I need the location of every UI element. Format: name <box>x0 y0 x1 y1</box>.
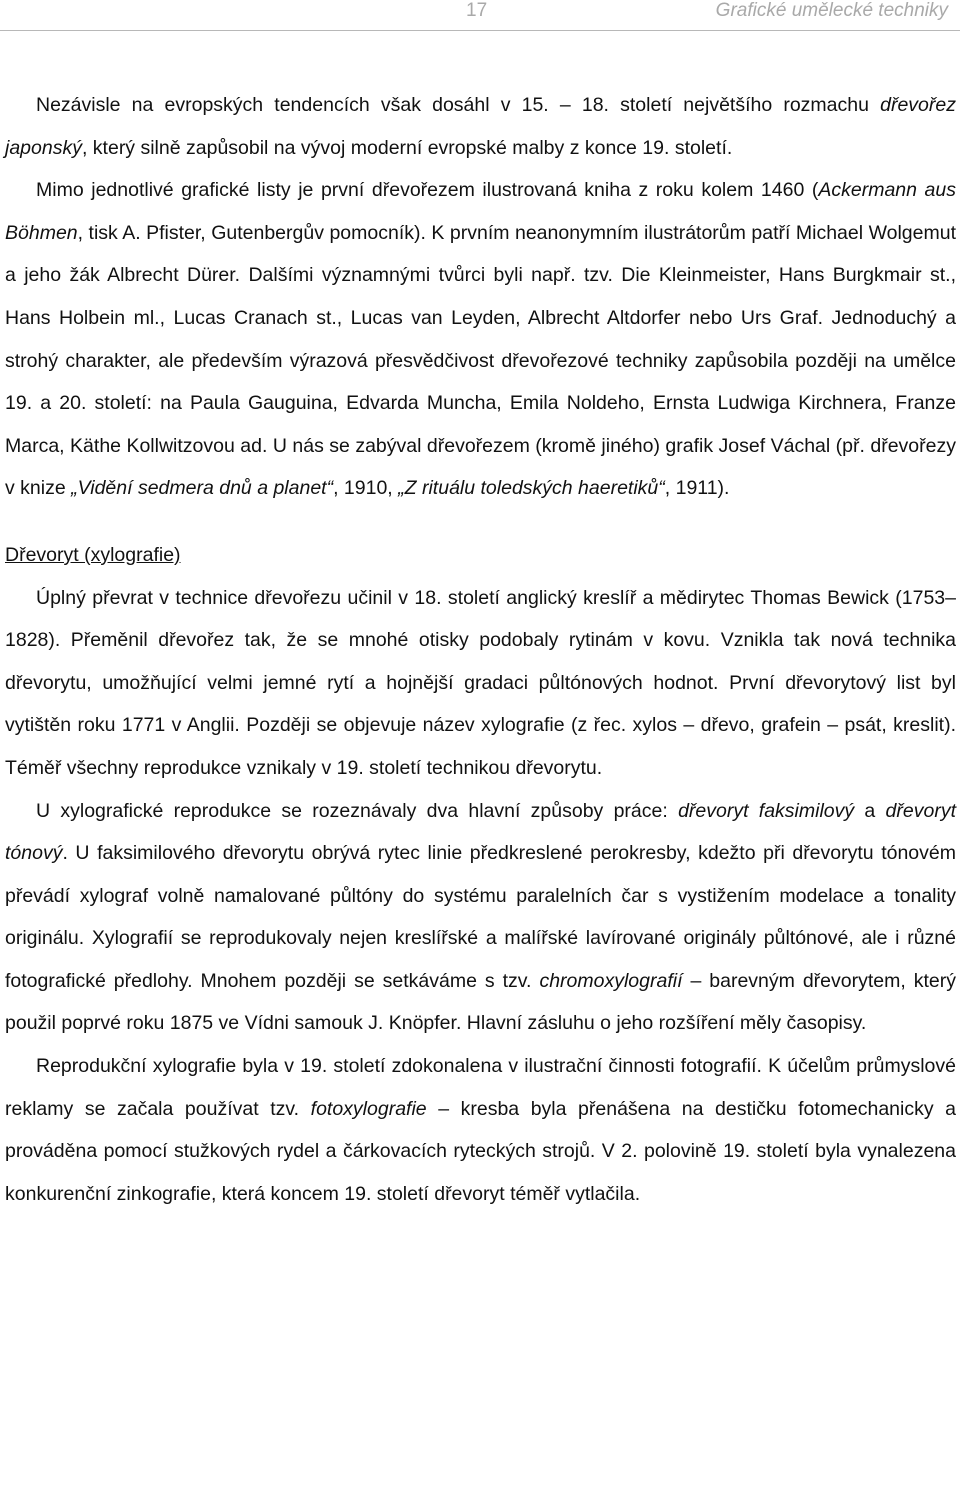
running-title: Grafické umělecké techniky <box>715 0 948 21</box>
page-header <box>0 0 960 24</box>
paragraph-japanese-woodcut: Nezávisle na evropských tendencích však dosáhl v 15. – 18. století největšího rozmachu dřevořez japonský, který silně zapůsobil na vývoj moderní evropské malby z konce 19. století. <box>5 94 956 159</box>
header-rule <box>0 30 960 31</box>
page-number: 17 <box>466 0 488 21</box>
paragraph-photoxylography: Reprodukční xylografie byla v 19. století zdokonalena v ilustrační činnosti fotografií. K účelům průmyslové reklamy se začala používat tzv. fotoxylografie – kresba byla přenášena na destičku fotomechanicky a prováděna pomocí stužkových rydel a čárkovacích ryteckých strojů. V 2. polovině 19. století byla vynalezena konkurenční zinkografie, která koncem 19. století dřevoryt téměř vytlačila. <box>5 1055 957 1205</box>
section-heading: Dřevoryt (xylografie) <box>5 543 181 566</box>
paragraph-facsimile-tonal: U xylografické reprodukce se rozeznávaly dva hlavní způsoby práce: dřevoryt faksimilový a dřevoryt tónový. U faksimilového dřevorytu obrývá rytec linie předkreslené perokresby, kdežto při dřevorytu tónovém převádí xylograf volně namalované půltóny do systému paralelních čar s vystižením modelace a tonality originálu. Xylografií se reprodukovaly nejen kreslířské a malířské lavírované originály půltónové, ale i různé fotografické předlohy. Mnohem později se setkáváme s tzv. chromoxylografií – barevným dřevorytem, který použil poprvé roku 1875 ve Vídni samouk J. Knöpfer. Hlavní zásluhu o jeho rozšíření měly časopisy. <box>5 799 956 1035</box>
document-body <box>5 84 956 1215</box>
paragraph-bewick: Úplný převrat v technice dřevořezu učinil v 18. století anglický kreslíř a mědirytec Thomas Bewick (1753–1828). Přeměnil dřevořez tak, že se mnohé otisky podobaly rytinám v kovu. Vznikla tak nová technika dřevorytu, umožňující velmi jemné rytí a hojnější gradaci půltónových hodnot. První dřevorytový list byl vytištěn roku 1771 v Anglii. Později se objevuje název xylografie (z řec. xylos – dřevo, grafein – psát, kreslit). Téměř všechny reprodukce vznikaly v 19. století technikou dřevorytu. <box>5 586 956 779</box>
paragraph-illustrated-books: Mimo jednotlivé grafické listy je první dřevořezem ilustrovaná kniha z roku kolem 1460 (Ackermann aus Böhmen, tisk A. Pfister, Gutenbergův pomocník). K prvním neanonymním ilustrátorům patří Michael Wolgemut a jeho žák Albrecht Dürer. Dalšími významnými tvůrci byli např. tzv. Die Kleinmeister, Hans Burgkmair st., Hans Holbein ml., Lucas Cranach st., Lucas van Leyden, Albrecht Altdorfer nebo Urs Graf. Jednoduchý a strohý charakter, ale především výrazová přesvědčivost dřevořezové techniky zapůsobila později na umělce 19. a 20. století: na Paula Gauguina, Edvarda Muncha, Emila Noldeho, Ernsta Ludwiga Kirchnera, Franze Marca, Käthe Kollwitzovou ad. U nás se zabýval dřevořezem (kromě jiného) grafik Josef Váchal (př. dřevořezy v knize „Vidění sedmera dnů a planet“, 1910, „Z rituálu toledských haeretiků“, 1911). <box>5 179 956 500</box>
